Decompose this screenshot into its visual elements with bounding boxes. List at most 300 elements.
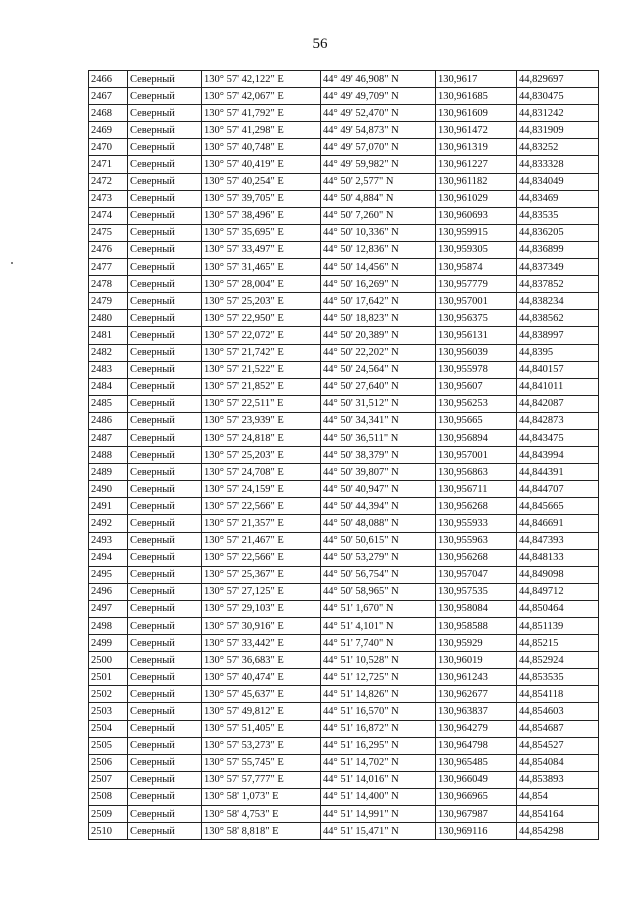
latitude-decimal-cell: 44,83252 bbox=[517, 139, 599, 156]
latitude-decimal-cell: 44,841011 bbox=[517, 378, 599, 395]
table-row bbox=[89, 412, 599, 429]
point-number-cell: 2499 bbox=[89, 635, 128, 652]
latitude-decimal-cell: 44,845665 bbox=[517, 498, 599, 515]
latitude-dms-cell: 44° 49' 59,982" N bbox=[321, 156, 436, 173]
table-row bbox=[89, 310, 599, 327]
longitude-dms-cell: 130° 57' 40,474" E bbox=[202, 669, 321, 686]
latitude-dms-cell: 44° 50' 39,807" N bbox=[321, 464, 436, 481]
table-row bbox=[89, 378, 599, 395]
table-row bbox=[89, 190, 599, 207]
table-row bbox=[89, 139, 599, 156]
latitude-decimal-cell: 44,83469 bbox=[517, 190, 599, 207]
latitude-dms-cell: 44° 50' 27,640" N bbox=[321, 378, 436, 395]
longitude-decimal-cell: 130,961319 bbox=[436, 139, 517, 156]
table-row bbox=[89, 652, 599, 669]
longitude-dms-cell: 130° 57' 40,419" E bbox=[202, 156, 321, 173]
longitude-decimal-cell: 130,95665 bbox=[436, 412, 517, 429]
longitude-decimal-cell: 130,966049 bbox=[436, 771, 517, 788]
latitude-decimal-cell: 44,840157 bbox=[517, 361, 599, 378]
point-number-cell: 2508 bbox=[89, 788, 128, 805]
latitude-dms-cell: 44° 50' 50,615" N bbox=[321, 532, 436, 549]
table-row bbox=[89, 515, 599, 532]
table-row bbox=[89, 344, 599, 361]
latitude-decimal-cell: 44,842087 bbox=[517, 395, 599, 412]
longitude-dms-cell: 130° 58' 4,753" E bbox=[202, 806, 321, 823]
longitude-decimal-cell: 130,956711 bbox=[436, 481, 517, 498]
longitude-decimal-cell: 130,961472 bbox=[436, 122, 517, 139]
point-number-cell: 2482 bbox=[89, 344, 128, 361]
longitude-dms-cell: 130° 57' 51,405" E bbox=[202, 720, 321, 737]
latitude-dms-cell: 44° 50' 7,260" N bbox=[321, 207, 436, 224]
table-row bbox=[89, 566, 599, 583]
longitude-decimal-cell: 130,957779 bbox=[436, 276, 517, 293]
latitude-decimal-cell: 44,831909 bbox=[517, 122, 599, 139]
zone-cell: Северный bbox=[128, 635, 202, 652]
page-number: 56 bbox=[312, 36, 328, 52]
latitude-decimal-cell: 44,847393 bbox=[517, 532, 599, 549]
table-row bbox=[89, 532, 599, 549]
longitude-dms-cell: 130° 57' 40,748" E bbox=[202, 139, 321, 156]
zone-cell: Северный bbox=[128, 241, 202, 258]
longitude-decimal-cell: 130,96019 bbox=[436, 652, 517, 669]
point-number-cell: 2479 bbox=[89, 293, 128, 310]
latitude-decimal-cell: 44,851139 bbox=[517, 618, 599, 635]
latitude-decimal-cell: 44,833328 bbox=[517, 156, 599, 173]
latitude-decimal-cell: 44,854084 bbox=[517, 754, 599, 771]
longitude-dms-cell: 130° 57' 41,792" E bbox=[202, 105, 321, 122]
table-row bbox=[89, 737, 599, 754]
table-row bbox=[89, 464, 599, 481]
zone-cell: Северный bbox=[128, 173, 202, 190]
point-number-cell: 2472 bbox=[89, 173, 128, 190]
longitude-dms-cell: 130° 57' 42,122" E bbox=[202, 71, 321, 88]
longitude-decimal-cell: 130,960693 bbox=[436, 207, 517, 224]
table-row bbox=[89, 156, 599, 173]
longitude-dms-cell: 130° 57' 49,812" E bbox=[202, 703, 321, 720]
zone-cell: Северный bbox=[128, 823, 202, 840]
longitude-decimal-cell: 130,95607 bbox=[436, 378, 517, 395]
point-number-cell: 2495 bbox=[89, 566, 128, 583]
longitude-dms-cell: 130° 57' 21,357" E bbox=[202, 515, 321, 532]
longitude-dms-cell: 130° 57' 22,950" E bbox=[202, 310, 321, 327]
zone-cell: Северный bbox=[128, 71, 202, 88]
longitude-dms-cell: 130° 57' 40,254" E bbox=[202, 173, 321, 190]
point-number-cell: 2502 bbox=[89, 686, 128, 703]
zone-cell: Северный bbox=[128, 88, 202, 105]
latitude-dms-cell: 44° 50' 24,564" N bbox=[321, 361, 436, 378]
zone-cell: Северный bbox=[128, 720, 202, 737]
latitude-dms-cell: 44° 50' 4,884" N bbox=[321, 190, 436, 207]
longitude-dms-cell: 130° 57' 42,067" E bbox=[202, 88, 321, 105]
zone-cell: Северный bbox=[128, 105, 202, 122]
longitude-decimal-cell: 130,962677 bbox=[436, 686, 517, 703]
zone-cell: Северный bbox=[128, 771, 202, 788]
latitude-decimal-cell: 44,854 bbox=[517, 788, 599, 805]
longitude-dms-cell: 130° 57' 24,818" E bbox=[202, 429, 321, 446]
latitude-dms-cell: 44° 51' 14,702" N bbox=[321, 754, 436, 771]
latitude-decimal-cell: 44,838234 bbox=[517, 293, 599, 310]
table-row bbox=[89, 669, 599, 686]
latitude-decimal-cell: 44,829697 bbox=[517, 71, 599, 88]
latitude-dms-cell: 44° 50' 20,389" N bbox=[321, 327, 436, 344]
point-number-cell: 2491 bbox=[89, 498, 128, 515]
longitude-dms-cell: 130° 57' 36,683" E bbox=[202, 652, 321, 669]
latitude-dms-cell: 44° 51' 4,101" N bbox=[321, 618, 436, 635]
zone-cell: Северный bbox=[128, 669, 202, 686]
latitude-dms-cell: 44° 49' 57,070" N bbox=[321, 139, 436, 156]
table-row bbox=[89, 122, 599, 139]
longitude-dms-cell: 130° 57' 31,465" E bbox=[202, 259, 321, 276]
zone-cell: Северный bbox=[128, 532, 202, 549]
zone-cell: Северный bbox=[128, 464, 202, 481]
latitude-decimal-cell: 44,831242 bbox=[517, 105, 599, 122]
coordinates-table bbox=[88, 70, 599, 840]
latitude-decimal-cell: 44,844391 bbox=[517, 464, 599, 481]
point-number-cell: 2488 bbox=[89, 447, 128, 464]
longitude-decimal-cell: 130,963837 bbox=[436, 703, 517, 720]
point-number-cell: 2507 bbox=[89, 771, 128, 788]
table-row bbox=[89, 635, 599, 652]
zone-cell: Северный bbox=[128, 806, 202, 823]
zone-cell: Северный bbox=[128, 788, 202, 805]
longitude-decimal-cell: 130,961182 bbox=[436, 173, 517, 190]
table-row bbox=[89, 703, 599, 720]
longitude-dms-cell: 130° 57' 53,273" E bbox=[202, 737, 321, 754]
latitude-decimal-cell: 44,837852 bbox=[517, 276, 599, 293]
zone-cell: Северный bbox=[128, 395, 202, 412]
point-number-cell: 2481 bbox=[89, 327, 128, 344]
zone-cell: Северный bbox=[128, 703, 202, 720]
latitude-dms-cell: 44° 50' 56,754" N bbox=[321, 566, 436, 583]
latitude-dms-cell: 44° 49' 52,470" N bbox=[321, 105, 436, 122]
latitude-decimal-cell: 44,853535 bbox=[517, 669, 599, 686]
zone-cell: Северный bbox=[128, 583, 202, 600]
longitude-decimal-cell: 130,958588 bbox=[436, 618, 517, 635]
zone-cell: Северный bbox=[128, 122, 202, 139]
latitude-dms-cell: 44° 51' 12,725" N bbox=[321, 669, 436, 686]
longitude-decimal-cell: 130,961227 bbox=[436, 156, 517, 173]
latitude-dms-cell: 44° 51' 14,991" N bbox=[321, 806, 436, 823]
latitude-decimal-cell: 44,843475 bbox=[517, 429, 599, 446]
zone-cell: Северный bbox=[128, 652, 202, 669]
longitude-dms-cell: 130° 57' 29,103" E bbox=[202, 600, 321, 617]
table-row bbox=[89, 276, 599, 293]
table-row bbox=[89, 583, 599, 600]
longitude-decimal-cell: 130,961685 bbox=[436, 88, 517, 105]
latitude-decimal-cell: 44,842873 bbox=[517, 412, 599, 429]
longitude-decimal-cell: 130,959915 bbox=[436, 224, 517, 241]
latitude-dms-cell: 44° 50' 2,577" N bbox=[321, 173, 436, 190]
latitude-dms-cell: 44° 50' 58,965" N bbox=[321, 583, 436, 600]
zone-cell: Северный bbox=[128, 378, 202, 395]
point-number-cell: 2494 bbox=[89, 549, 128, 566]
zone-cell: Северный bbox=[128, 139, 202, 156]
latitude-dms-cell: 44° 49' 54,873" N bbox=[321, 122, 436, 139]
point-number-cell: 2477 bbox=[89, 259, 128, 276]
zone-cell: Северный bbox=[128, 310, 202, 327]
latitude-decimal-cell: 44,844707 bbox=[517, 481, 599, 498]
latitude-dms-cell: 44° 50' 14,456" N bbox=[321, 259, 436, 276]
table-row bbox=[89, 823, 599, 840]
longitude-decimal-cell: 130,956268 bbox=[436, 549, 517, 566]
longitude-decimal-cell: 130,955978 bbox=[436, 361, 517, 378]
point-number-cell: 2476 bbox=[89, 241, 128, 258]
longitude-dms-cell: 130° 58' 8,818" E bbox=[202, 823, 321, 840]
latitude-dms-cell: 44° 51' 14,016" N bbox=[321, 771, 436, 788]
latitude-dms-cell: 44° 51' 1,670" N bbox=[321, 600, 436, 617]
zone-cell: Северный bbox=[128, 224, 202, 241]
point-number-cell: 2500 bbox=[89, 652, 128, 669]
point-number-cell: 2478 bbox=[89, 276, 128, 293]
table-row bbox=[89, 395, 599, 412]
latitude-decimal-cell: 44,846691 bbox=[517, 515, 599, 532]
zone-cell: Северный bbox=[128, 207, 202, 224]
latitude-decimal-cell: 44,836899 bbox=[517, 241, 599, 258]
table-row bbox=[89, 259, 599, 276]
point-number-cell: 2466 bbox=[89, 71, 128, 88]
latitude-dms-cell: 44° 50' 12,836" N bbox=[321, 241, 436, 258]
zone-cell: Северный bbox=[128, 327, 202, 344]
longitude-decimal-cell: 130,964798 bbox=[436, 737, 517, 754]
longitude-decimal-cell: 130,956268 bbox=[436, 498, 517, 515]
longitude-decimal-cell: 130,969116 bbox=[436, 823, 517, 840]
latitude-decimal-cell: 44,849712 bbox=[517, 583, 599, 600]
longitude-decimal-cell: 130,961243 bbox=[436, 669, 517, 686]
point-number-cell: 2489 bbox=[89, 464, 128, 481]
latitude-dms-cell: 44° 50' 17,642" N bbox=[321, 293, 436, 310]
latitude-decimal-cell: 44,849098 bbox=[517, 566, 599, 583]
table-row bbox=[89, 429, 599, 446]
latitude-dms-cell: 44° 49' 46,908" N bbox=[321, 71, 436, 88]
zone-cell: Северный bbox=[128, 618, 202, 635]
longitude-decimal-cell: 130,9617 bbox=[436, 71, 517, 88]
longitude-dms-cell: 130° 57' 22,566" E bbox=[202, 498, 321, 515]
point-number-cell: 2474 bbox=[89, 207, 128, 224]
zone-cell: Северный bbox=[128, 361, 202, 378]
longitude-dms-cell: 130° 57' 41,298" E bbox=[202, 122, 321, 139]
latitude-dms-cell: 44° 51' 7,740" N bbox=[321, 635, 436, 652]
latitude-decimal-cell: 44,854603 bbox=[517, 703, 599, 720]
zone-cell: Северный bbox=[128, 412, 202, 429]
latitude-dms-cell: 44° 49' 49,709" N bbox=[321, 88, 436, 105]
point-number-cell: 2503 bbox=[89, 703, 128, 720]
table-row bbox=[89, 806, 599, 823]
latitude-decimal-cell: 44,854118 bbox=[517, 686, 599, 703]
point-number-cell: 2492 bbox=[89, 515, 128, 532]
table-row bbox=[89, 173, 599, 190]
latitude-decimal-cell: 44,854687 bbox=[517, 720, 599, 737]
point-number-cell: 2510 bbox=[89, 823, 128, 840]
point-number-cell: 2509 bbox=[89, 806, 128, 823]
point-number-cell: 2486 bbox=[89, 412, 128, 429]
zone-cell: Северный bbox=[128, 481, 202, 498]
latitude-dms-cell: 44° 50' 31,512" N bbox=[321, 395, 436, 412]
point-number-cell: 2485 bbox=[89, 395, 128, 412]
latitude-decimal-cell: 44,854298 bbox=[517, 823, 599, 840]
latitude-decimal-cell: 44,854164 bbox=[517, 806, 599, 823]
point-number-cell: 2484 bbox=[89, 378, 128, 395]
latitude-dms-cell: 44° 50' 34,341" N bbox=[321, 412, 436, 429]
zone-cell: Северный bbox=[128, 498, 202, 515]
longitude-decimal-cell: 130,957535 bbox=[436, 583, 517, 600]
longitude-dms-cell: 130° 57' 23,939" E bbox=[202, 412, 321, 429]
longitude-dms-cell: 130° 57' 21,467" E bbox=[202, 532, 321, 549]
zone-cell: Северный bbox=[128, 276, 202, 293]
zone-cell: Северный bbox=[128, 566, 202, 583]
table-row bbox=[89, 618, 599, 635]
longitude-dms-cell: 130° 57' 25,367" E bbox=[202, 566, 321, 583]
point-number-cell: 2487 bbox=[89, 429, 128, 446]
longitude-dms-cell: 130° 57' 35,695" E bbox=[202, 224, 321, 241]
longitude-decimal-cell: 130,965485 bbox=[436, 754, 517, 771]
latitude-dms-cell: 44° 51' 16,570" N bbox=[321, 703, 436, 720]
longitude-decimal-cell: 130,95929 bbox=[436, 635, 517, 652]
table-row bbox=[89, 771, 599, 788]
longitude-dms-cell: 130° 57' 33,442" E bbox=[202, 635, 321, 652]
table-row bbox=[89, 498, 599, 515]
longitude-dms-cell: 130° 57' 21,522" E bbox=[202, 361, 321, 378]
table-row bbox=[89, 293, 599, 310]
longitude-dms-cell: 130° 57' 55,745" E bbox=[202, 754, 321, 771]
table-row bbox=[89, 754, 599, 771]
latitude-decimal-cell: 44,838562 bbox=[517, 310, 599, 327]
point-number-cell: 2498 bbox=[89, 618, 128, 635]
longitude-decimal-cell: 130,961029 bbox=[436, 190, 517, 207]
table-row bbox=[89, 105, 599, 122]
longitude-decimal-cell: 130,956253 bbox=[436, 395, 517, 412]
table-row bbox=[89, 686, 599, 703]
longitude-decimal-cell: 130,957001 bbox=[436, 447, 517, 464]
longitude-dms-cell: 130° 57' 39,705" E bbox=[202, 190, 321, 207]
longitude-dms-cell: 130° 57' 25,203" E bbox=[202, 447, 321, 464]
longitude-dms-cell: 130° 57' 33,497" E bbox=[202, 241, 321, 258]
point-number-cell: 2468 bbox=[89, 105, 128, 122]
longitude-dms-cell: 130° 57' 21,742" E bbox=[202, 344, 321, 361]
point-number-cell: 2496 bbox=[89, 583, 128, 600]
point-number-cell: 2501 bbox=[89, 669, 128, 686]
longitude-decimal-cell: 130,961609 bbox=[436, 105, 517, 122]
point-number-cell: 2504 bbox=[89, 720, 128, 737]
latitude-dms-cell: 44° 51' 14,400" N bbox=[321, 788, 436, 805]
latitude-dms-cell: 44° 51' 10,528" N bbox=[321, 652, 436, 669]
longitude-decimal-cell: 130,957001 bbox=[436, 293, 517, 310]
latitude-decimal-cell: 44,852924 bbox=[517, 652, 599, 669]
zone-cell: Северный bbox=[128, 447, 202, 464]
longitude-decimal-cell: 130,964279 bbox=[436, 720, 517, 737]
zone-cell: Северный bbox=[128, 344, 202, 361]
table-row bbox=[89, 327, 599, 344]
longitude-decimal-cell: 130,956131 bbox=[436, 327, 517, 344]
longitude-decimal-cell: 130,958084 bbox=[436, 600, 517, 617]
point-number-cell: 2490 bbox=[89, 481, 128, 498]
table-row bbox=[89, 788, 599, 805]
longitude-decimal-cell: 130,956039 bbox=[436, 344, 517, 361]
latitude-decimal-cell: 44,837349 bbox=[517, 259, 599, 276]
longitude-dms-cell: 130° 57' 28,004" E bbox=[202, 276, 321, 293]
latitude-dms-cell: 44° 50' 48,088" N bbox=[321, 515, 436, 532]
longitude-dms-cell: 130° 57' 25,203" E bbox=[202, 293, 321, 310]
latitude-decimal-cell: 44,83535 bbox=[517, 207, 599, 224]
point-number-cell: 2471 bbox=[89, 156, 128, 173]
latitude-decimal-cell: 44,85215 bbox=[517, 635, 599, 652]
latitude-dms-cell: 44° 51' 16,872" N bbox=[321, 720, 436, 737]
latitude-decimal-cell: 44,8395 bbox=[517, 344, 599, 361]
longitude-decimal-cell: 130,966965 bbox=[436, 788, 517, 805]
zone-cell: Северный bbox=[128, 429, 202, 446]
latitude-dms-cell: 44° 51' 14,826" N bbox=[321, 686, 436, 703]
latitude-dms-cell: 44° 50' 40,947" N bbox=[321, 481, 436, 498]
table-row bbox=[89, 241, 599, 258]
point-number-cell: 2473 bbox=[89, 190, 128, 207]
zone-cell: Северный bbox=[128, 156, 202, 173]
longitude-dms-cell: 130° 57' 22,072" E bbox=[202, 327, 321, 344]
zone-cell: Северный bbox=[128, 190, 202, 207]
latitude-dms-cell: 44° 50' 18,823" N bbox=[321, 310, 436, 327]
longitude-decimal-cell: 130,955933 bbox=[436, 515, 517, 532]
table-row bbox=[89, 600, 599, 617]
latitude-dms-cell: 44° 50' 10,336" N bbox=[321, 224, 436, 241]
longitude-dms-cell: 130° 57' 22,511" E bbox=[202, 395, 321, 412]
latitude-dms-cell: 44° 50' 16,269" N bbox=[321, 276, 436, 293]
longitude-dms-cell: 130° 57' 22,566" E bbox=[202, 549, 321, 566]
latitude-decimal-cell: 44,853893 bbox=[517, 771, 599, 788]
latitude-decimal-cell: 44,836205 bbox=[517, 224, 599, 241]
latitude-decimal-cell: 44,848133 bbox=[517, 549, 599, 566]
table-row bbox=[89, 447, 599, 464]
table-row bbox=[89, 224, 599, 241]
longitude-decimal-cell: 130,956894 bbox=[436, 429, 517, 446]
longitude-decimal-cell: 130,957047 bbox=[436, 566, 517, 583]
latitude-dms-cell: 44° 50' 22,202" N bbox=[321, 344, 436, 361]
zone-cell: Северный bbox=[128, 515, 202, 532]
table-row bbox=[89, 481, 599, 498]
latitude-decimal-cell: 44,850464 bbox=[517, 600, 599, 617]
latitude-decimal-cell: 44,838997 bbox=[517, 327, 599, 344]
point-number-cell: 2497 bbox=[89, 600, 128, 617]
longitude-dms-cell: 130° 57' 38,496" E bbox=[202, 207, 321, 224]
longitude-decimal-cell: 130,956863 bbox=[436, 464, 517, 481]
latitude-dms-cell: 44° 50' 36,511" N bbox=[321, 429, 436, 446]
zone-cell: Северный bbox=[128, 600, 202, 617]
point-number-cell: 2469 bbox=[89, 122, 128, 139]
longitude-dms-cell: 130° 57' 24,159" E bbox=[202, 481, 321, 498]
zone-cell: Северный bbox=[128, 686, 202, 703]
longitude-decimal-cell: 130,95874 bbox=[436, 259, 517, 276]
table-row bbox=[89, 88, 599, 105]
zone-cell: Северный bbox=[128, 293, 202, 310]
longitude-dms-cell: 130° 57' 45,637" E bbox=[202, 686, 321, 703]
point-number-cell: 2506 bbox=[89, 754, 128, 771]
longitude-dms-cell: 130° 57' 30,916" E bbox=[202, 618, 321, 635]
latitude-decimal-cell: 44,830475 bbox=[517, 88, 599, 105]
scan-speck bbox=[11, 262, 13, 264]
point-number-cell: 2467 bbox=[89, 88, 128, 105]
zone-cell: Северный bbox=[128, 754, 202, 771]
longitude-decimal-cell: 130,959305 bbox=[436, 241, 517, 258]
point-number-cell: 2505 bbox=[89, 737, 128, 754]
longitude-dms-cell: 130° 57' 57,777" E bbox=[202, 771, 321, 788]
point-number-cell: 2480 bbox=[89, 310, 128, 327]
latitude-decimal-cell: 44,834049 bbox=[517, 173, 599, 190]
latitude-dms-cell: 44° 51' 15,471" N bbox=[321, 823, 436, 840]
latitude-decimal-cell: 44,854527 bbox=[517, 737, 599, 754]
latitude-dms-cell: 44° 50' 38,379" N bbox=[321, 447, 436, 464]
point-number-cell: 2470 bbox=[89, 139, 128, 156]
zone-cell: Северный bbox=[128, 259, 202, 276]
point-number-cell: 2475 bbox=[89, 224, 128, 241]
latitude-dms-cell: 44° 50' 53,279" N bbox=[321, 549, 436, 566]
point-number-cell: 2483 bbox=[89, 361, 128, 378]
